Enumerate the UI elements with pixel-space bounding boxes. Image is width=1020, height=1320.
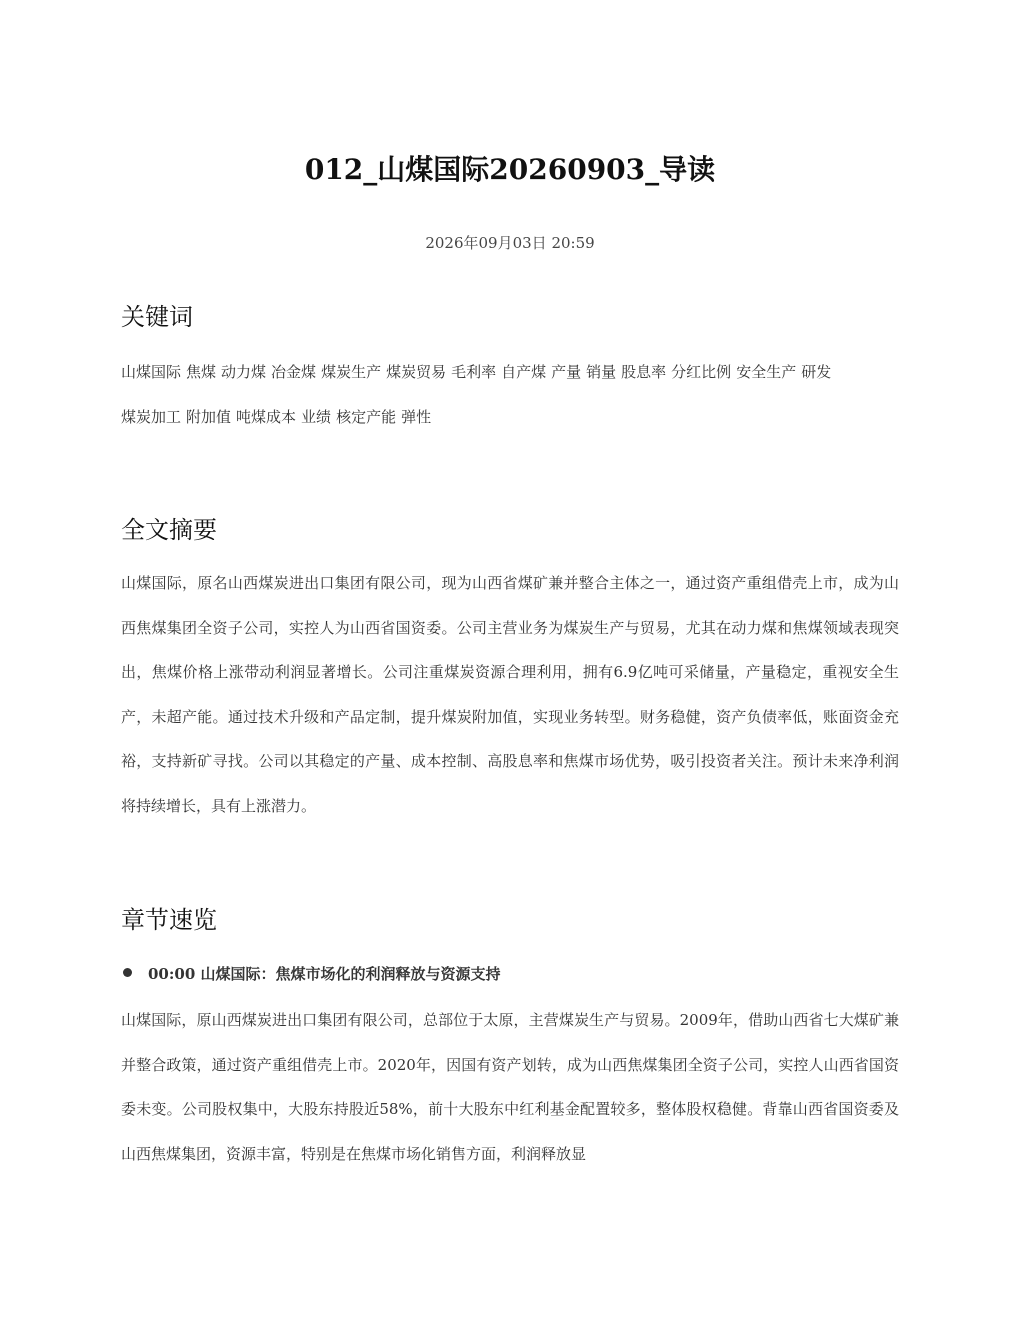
keyword: 冶金煤: [271, 363, 317, 381]
keyword: 自产煤: [501, 363, 547, 381]
keyword: 山煤国际: [121, 363, 182, 381]
keywords-list: [121, 350, 899, 439]
document-title: 012_山煤国际20260903_导读: [304, 153, 716, 186]
chapter-title: 山煤国际：焦煤市场化的利润释放与资源支持: [200, 965, 501, 983]
keyword: 业绩: [301, 407, 332, 426]
keyword: 安全生产: [736, 363, 797, 381]
keyword: 分红比例: [671, 363, 732, 381]
summary-text: 山煤国际，原名山西煤炭进出口集团有限公司，现为山西省煤矿兼并整合主体之一，通过资产重组借壳上市，成为山西焦煤集团全资子公司，实控人为山西省国资委。公司主营业务为煤炭生产与贸易，尤其在动力煤和焦煤领域表现突出，焦煤价格上涨带动利润显著增长。公司注重煤炭资源合理利用，拥有6.9亿吨可采储量，产量稳定，重视安全生产，未超产能。通过技术升级和产品定制，提升煤炭附加值，实现业务转型。财务稳健，资产负债率低，账面资金充裕，支持新矿寻找。公司以其稳定的产量、成本控制、高股息率和焦煤市场优势，吸引投资者关注。预计未来净利润将持续增长，具有上涨潜力。: [121, 574, 899, 815]
bullet-icon: [123, 968, 132, 977]
keyword: 弹性: [401, 407, 432, 426]
keyword: 焦煤: [186, 363, 217, 381]
keyword: 动力煤: [221, 363, 267, 381]
chapter-item: [121, 962, 899, 986]
keyword: 煤炭生产: [321, 363, 382, 381]
keyword: 股息率: [621, 363, 667, 381]
document-date: 2026年09月03日 20:59: [425, 234, 595, 252]
summary-heading: 全文摘要: [121, 516, 217, 544]
keyword: 销量: [586, 363, 617, 381]
keyword: 研发: [801, 363, 832, 381]
keyword: 煤炭加工: [121, 407, 182, 426]
chapter-text: 山煤国际，原山西煤炭进出口集团有限公司，总部位于太原，主营煤炭生产与贸易。2009年，借助山西省七大煤矿兼并整合政策，通过资产重组借壳上市。2020年，因国有资产划转，成为山西焦煤集团全资子公司，实控人山西省国资委未变。公司股权集中，大股东持股近58%，前十大股东中红利基金配置较多，整体股权稳健。背靠山西省国资委及山西焦煤集团，资源丰富，特别是在焦煤市场化销售方面，利润释放显: [121, 1011, 899, 1163]
keyword: 煤炭贸易: [386, 363, 447, 381]
keyword: 毛利率: [451, 363, 497, 381]
chapters-heading: 章节速览: [121, 906, 217, 934]
keywords-heading: 关键词: [121, 303, 193, 331]
keyword: 产量: [551, 363, 582, 381]
chapter-time: 00:00: [148, 965, 196, 983]
keyword: 附加值: [186, 407, 232, 426]
keyword: 吨煤成本: [236, 407, 297, 426]
keyword: 核定产能: [336, 407, 397, 426]
